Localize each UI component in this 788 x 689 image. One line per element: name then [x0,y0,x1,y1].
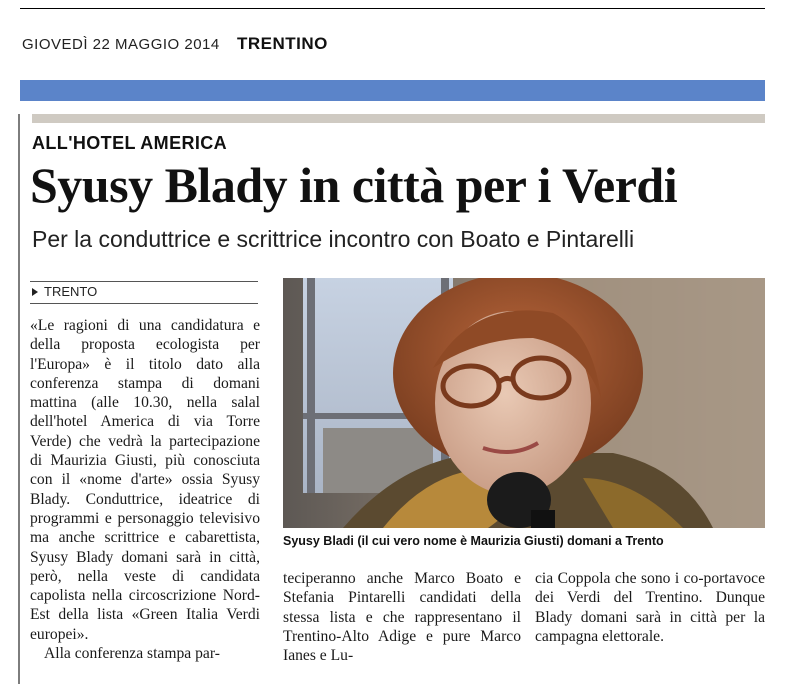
body-column-3: cia Coppola che sono i co-portavoce dei Verdi del Trentino. Dunque Blady domani sarà in città per la campagna elettorale. [535,570,765,645]
dateline-text: TRENTO [44,284,98,299]
article-photo [283,278,765,528]
dateline [32,284,97,299]
photo-illustration [283,278,765,528]
header-band [20,80,765,101]
body-paragraph-text: Alla conferenza stampa par- [44,645,220,663]
body-paragraph [30,644,260,663]
issue-date: GIOVEDÌ 22 MAGGIO 2014 [22,36,220,53]
article-subhead: Per la conduttrice e scrittrice incontro con Boato e Pintarelli [32,226,635,252]
photo-caption: Syusy Bladi (il cui vero nome è Maurizia Giusti) domani a Trento [283,534,664,548]
body-column-2: teciperanno anche Marco Boato e Stefania Pintarelli candidati della stessa lista e che rappresentano il Trentino-Alto Adige e pure Marco Ianes e Lu- [283,570,521,665]
article-top-band [32,114,765,123]
triangle-icon [32,288,38,296]
body-column-1 [30,316,260,663]
section-title: TRENTINO [237,34,328,53]
dateline-rule-bottom [30,303,258,304]
top-rule [20,8,765,9]
article-headline: Syusy Blady in città per i Verdi [30,157,678,213]
article-left-rule [18,114,20,684]
article-kicker: ALL'HOTEL AMERICA [32,133,228,153]
dateline-rule-top [30,281,258,282]
body-paragraph: «Le ragioni di una candidatura e della proposta ecologista per l'Europa» è il titolo dato alla conferenza stampa di domani mattina (alle 10.30, nella salal dell'hotel America di via Torre Verde) che vedrà la partecipazione di Maurizia Giusti, più conosciuta con il «nome d'arte» ossia Syusy Blady. Conduttrice, ideatrice di programmi e personaggio televisivo ma anche scrittrice e cabarettista, Syusy Blady domani sarà in città, però, nella veste di candidata capolista nella circoscrizione Nord-Est della lista «Green Italia Verdi europei». [30,317,260,643]
